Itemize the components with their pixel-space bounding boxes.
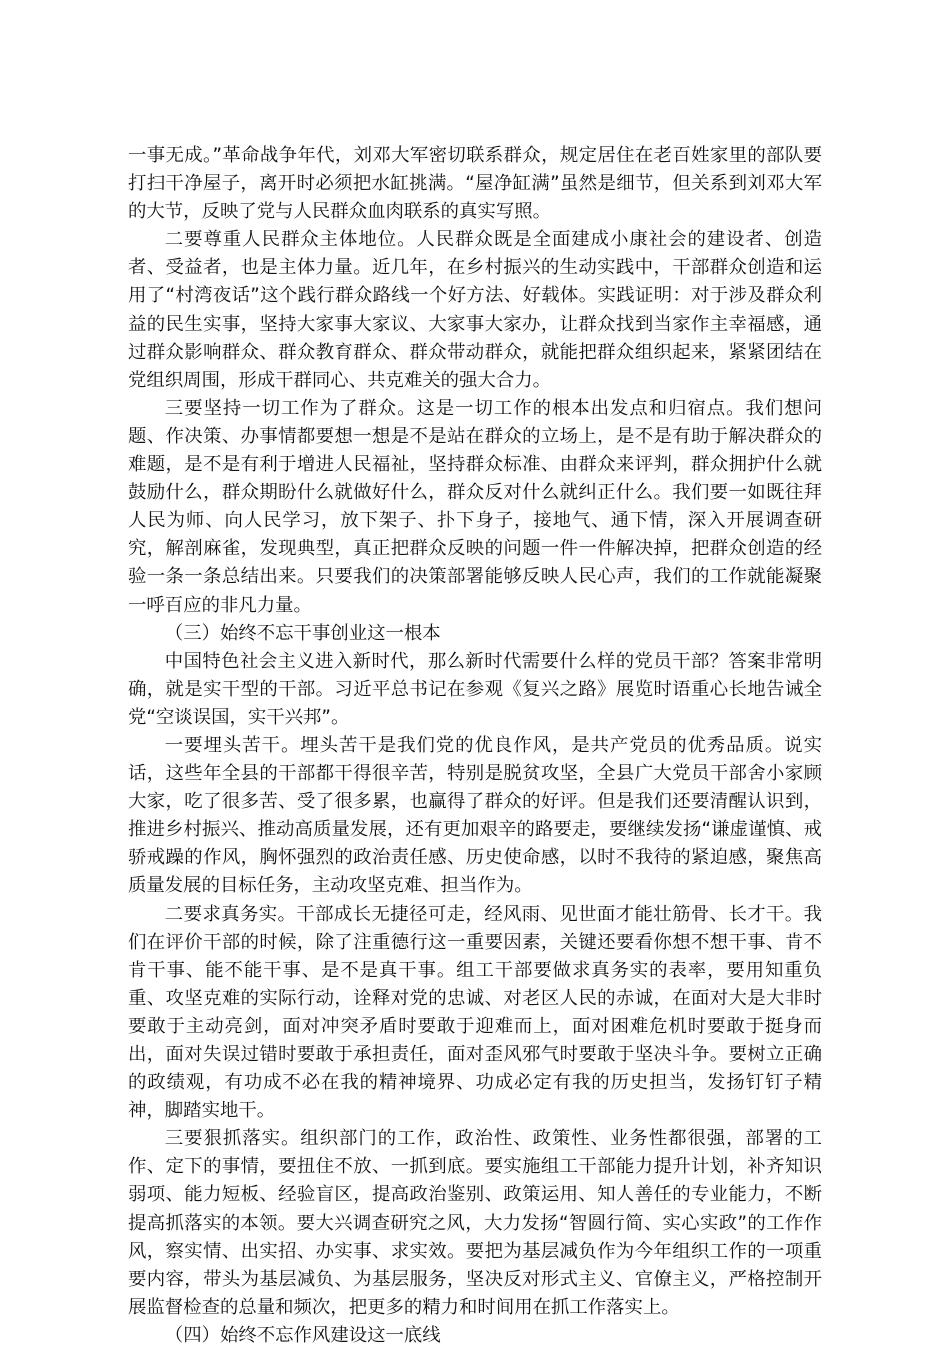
paragraph-pragmatic: 二要求真务实。干部成长无捷径可走，经风雨、见世面才能壮筋骨、长才干。我们在评价干部的时候，除了注重德行这一重要因素，关键还要看你想不想干事、肯不肯干事、能不能干事、是不是真干事。组工干部要做求真务实的表率，要用知重负重、攻坚克难的实际行动，诠释对党的忠诚、对老区人民的赤诚，在面对大是大非时要敢于主动亮剑，面对冲突矛盾时要敢于迎难而上，面对困难危机时要敢于挺身而出，面对失误过错时要敢于承担责任，面对歪风邪气时要敢于坚决斗争。要树立正确的政绩观，有功成不必在我的精神境界、功成必定有我的历史担当，发扬钉钉子精神，脚踏实地干。 bbox=[128, 903, 822, 1122]
paragraph-new-era: 中国特色社会主义进入新时代，那么新时代需要什么样的党员干部？答案非常明确，就是实干型的干部。习近平总书记在参观《复兴之路》展览时语重心长地告诫全党“空谈误国，实干兴邦”。 bbox=[128, 650, 822, 728]
document-page bbox=[128, 142, 822, 1350]
section-heading-3: （三）始终不忘干事创业这一根本 bbox=[164, 622, 441, 644]
paragraph-continuation: 一事无成。”革命战争年代，刘邓大军密切联系群众，规定居住在老百姓家里的部队要打扫干净屋子，离开时必须把水缸挑满。“屋净缸满”虽然是细节，但关系到刘邓大军的大节，反映了党与人民群众血肉联系的真实写照。 bbox=[128, 145, 822, 223]
paragraph-implementation: 三要狠抓落实。组织部门的工作，政治性、政策性、业务性都很强，部署的工作、定下的事情，要扭住不放、一抓到底。要实施组工干部能力提升计划，补齐知识弱项、能力短板、经验盲区，提高政治鉴别、政策运用、知人善任的专业能力，不断提高抓落实的本领。要大兴调查研究之风，大力发扬“智圆行简、实心实政”的工作作风，察实情、出实招、办实事、求实效。要把为基层减负作为今年组织工作的一项重要内容，带头为基层减负、为基层服务，坚决反对形式主义、官僚主义，严格控制开展监督检查的总量和频次，把更多的精力和时间用在抓工作落实上。 bbox=[128, 1128, 822, 1318]
section-heading-4: （四）始终不忘作风建设这一底线 bbox=[164, 1324, 441, 1346]
paragraph-work-for-masses: 三要坚持一切工作为了群众。这是一切工作的根本出发点和归宿点。我们想问题、作决策、办事情都要想一想是不是站在群众的立场上，是不是有助于解决群众的难题，是不是有利于增进人民福祉，坚持群众标准、由群众来评判，群众拥护什么就鼓励什么，群众期盼什么就做好什么，群众反对什么就纠正什么。我们要一如既往拜人民为师、向人民学习，放下架子、扑下身子，接地气、通下情，深入开展调查研究，解剖麻雀，发现典型，真正把群众反映的问题一件一件解决掉，把群众创造的经验一条一条总结出来。只要我们的决策部署能够反映人民心声，我们的工作就能凝聚一呼百应的非凡力量。 bbox=[128, 397, 822, 616]
paragraph-respect-masses: 二要尊重人民群众主体地位。人民群众既是全面建成小康社会的建设者、创造者、受益者，也是主体力量。近几年，在乡村振兴的生动实践中，干部群众创造和运用了“村湾夜话”这个践行群众路线一个好方法、好载体。实践证明：对于涉及群众利益的民生实事，坚持大家事大家议、大家事大家办，让群众找到当家作主幸福感，通过群众影响群众、群众教育群众、群众带动群众，就能把群众组织起来，紧紧团结在党组织周围，形成干群同心、共克难关的强大合力。 bbox=[128, 229, 822, 391]
paragraph-hard-work: 一要埋头苦干。埋头苦干是我们党的优良作风，是共产党员的优秀品质。说实话，这些年全县的干部都干得很辛苦，特别是脱贫攻坚，全县广大党员干部舍小家顾大家，吃了很多苦、受了很多累，也赢得了群众的好评。但是我们还要清醒认识到，推进乡村振兴、推动高质量发展，还有更加艰辛的路要走，要继续发扬“谦虚谨慎、戒骄戒躁的作风，胸怀强烈的政治责任感、历史使命感，以时不我待的紧迫感，聚焦高质量发展的目标任务，主动攻坚克难、担当作为。 bbox=[128, 734, 822, 897]
